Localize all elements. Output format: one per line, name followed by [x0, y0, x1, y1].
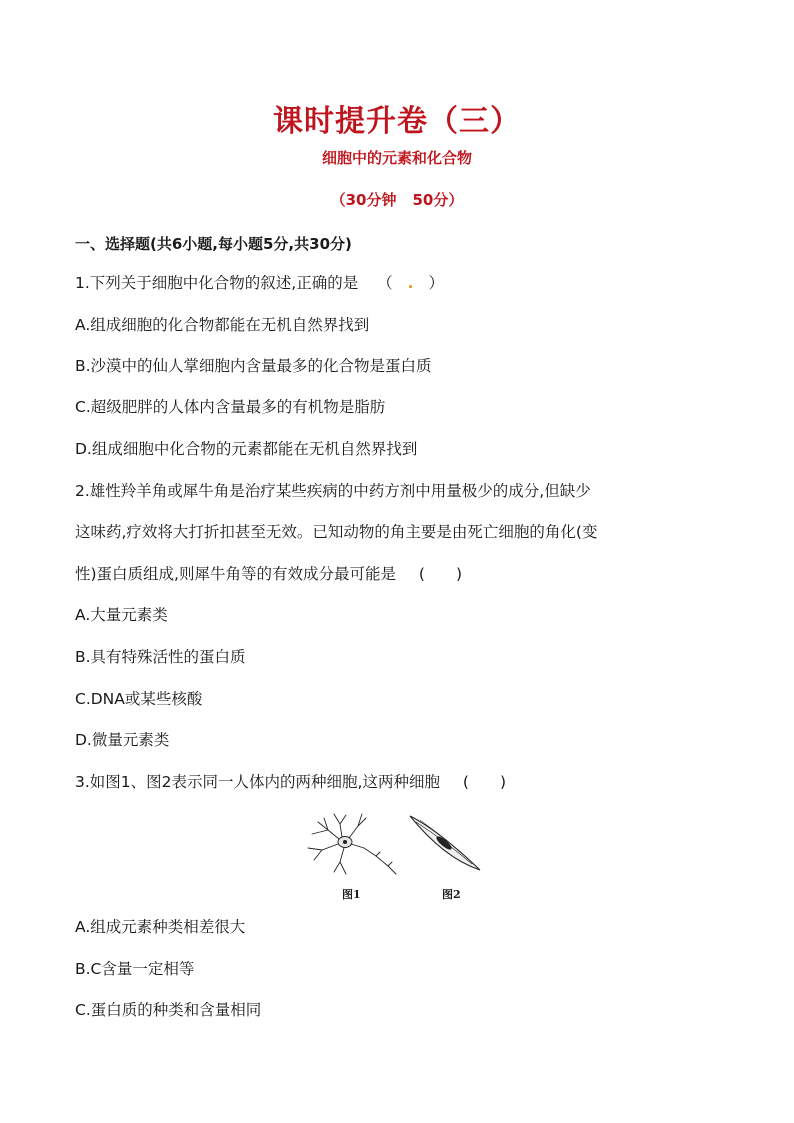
q2-option-d[interactable]: D.微量元素类 [75, 731, 170, 749]
q1-option-b[interactable]: B.沙漠中的仙人掌细胞内含量最多的化合物是蛋白质 [75, 357, 432, 375]
neuron-cell-image [300, 812, 400, 878]
q2-option-c[interactable]: C.DNA或某些核酸 [75, 690, 203, 708]
q2-stem-line-3 [75, 564, 462, 584]
figure-2-caption: 图2 [442, 888, 461, 901]
q1-option-d[interactable]: D.组成细胞中化合物的元素都能在无机自然界找到 [75, 440, 418, 458]
q2-stem-line-1: 2.雄性羚羊角或犀牛角是治疗某些疾病的中药方剂中用量极少的成分,但缺少 [75, 482, 591, 500]
q2-answer-blank[interactable]: ( ) [418, 565, 463, 583]
time-score [0, 189, 794, 210]
q3-option-c[interactable]: C.蛋白质的种类和含量相同 [75, 1001, 262, 1019]
page-subtitle: 细胞中的元素和化合物 [321, 149, 472, 167]
q2-option-b[interactable]: B.具有特殊活性的蛋白质 [75, 648, 246, 666]
muscle-cell-image [408, 812, 488, 878]
q3-answer-blank[interactable]: ( ) [462, 773, 506, 791]
time-duration: （30分钟 [330, 191, 397, 209]
figure-area [300, 812, 490, 878]
q1-stem [75, 273, 444, 293]
q1-paren-close: ） [428, 274, 445, 292]
section-heading: 一、选择题(共6小题,每小题5分,共30分) [75, 235, 352, 253]
q3-option-b[interactable]: B.C含量一定相等 [75, 960, 195, 978]
q2-option-a[interactable]: A.大量元素类 [75, 606, 168, 624]
q1-option-c[interactable]: C.超级肥胖的人体内含量最多的有机物是脂肪 [75, 398, 386, 416]
page-title: 课时提升卷（三） [273, 104, 521, 139]
q2-stem-line-2: 这味药,疗效将大打折扣甚至无效。已知动物的角主要是由死亡细胞的角化(变 [75, 523, 598, 541]
q1-paren-open: （ [377, 274, 393, 292]
q3-stem [75, 772, 506, 792]
q1-option-a[interactable]: A.组成细胞的化合物都能在无机自然界找到 [75, 316, 370, 334]
q3-stem-text: 3.如图1、图2表示同一人体内的两种细胞,这两种细胞 [75, 773, 440, 791]
time-score-total: 50分） [412, 191, 464, 209]
q2-stem-line-3-text: 性)蛋白质组成,则犀牛角等的有效成分最可能是 [75, 565, 396, 583]
q1-stem-text: 1.下列关于细胞中化合物的叙述,正确的是 [75, 274, 359, 292]
figure-1-caption: 图1 [342, 888, 361, 901]
q1-mark: . [407, 274, 414, 292]
q1-answer-blank[interactable] [377, 274, 444, 292]
q3-option-a[interactable]: A.组成元素种类相差很大 [75, 918, 246, 936]
